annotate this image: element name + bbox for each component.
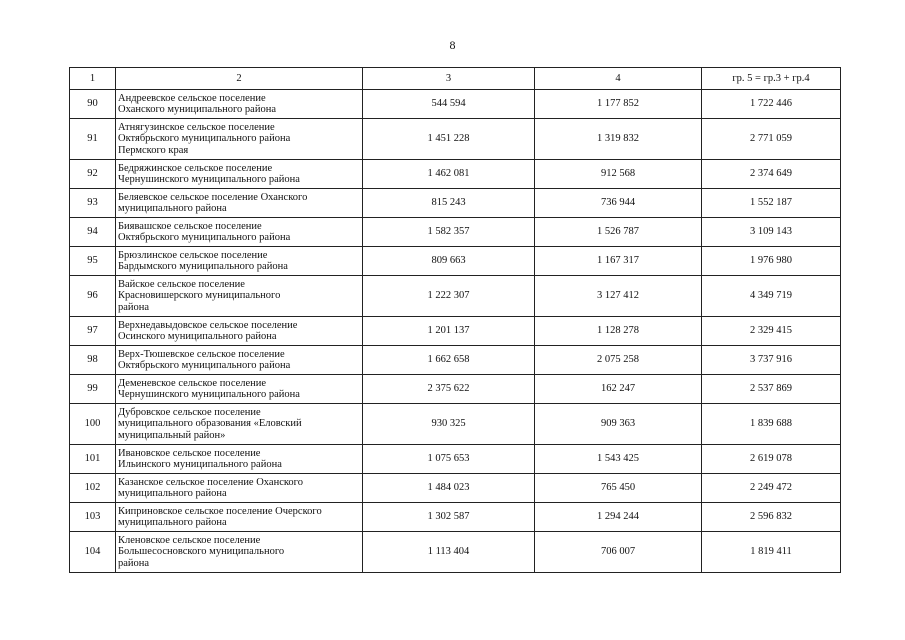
settlement-name-line: района [118,557,150,569]
value-col-5: 1 552 187 [702,189,841,218]
settlement-name [116,532,363,573]
table-row [70,189,841,218]
settlement-name-line: муниципальный район» [118,429,226,441]
value-col-4: 1 526 787 [535,218,702,247]
table-row [70,90,841,119]
value-col-5: 1 839 688 [702,404,841,445]
row-number: 97 [70,317,116,346]
settlement-name-line: Верхнедавыдовское сельское поселение [118,319,298,331]
row-number: 95 [70,247,116,276]
settlement-name-line: Чернушинского муниципального района [118,174,300,185]
settlement-name-line: Андреевское сельское поселение [118,92,266,104]
header-col-2: 2 [116,68,363,90]
value-col-5: 3 737 916 [702,346,841,375]
settlement-name-line: Октябрьского муниципального района [118,360,291,371]
row-number: 101 [70,445,116,474]
settlement-name-line: муниципального образования «Еловский [118,418,302,430]
row-number: 99 [70,375,116,404]
table-row [70,503,841,532]
row-number: 92 [70,160,116,189]
settlement-name-line: Ильинского муниципального района [118,459,282,470]
value-col-4: 1 294 244 [535,503,702,532]
settlement-name-line: Ивановское сельское поселение [118,447,261,459]
value-col-3: 815 243 [363,189,535,218]
settlement-name [116,375,363,404]
value-col-5: 2 596 832 [702,503,841,532]
value-col-3: 2 375 622 [363,375,535,404]
table-body [70,90,841,573]
settlement-name [116,276,363,317]
value-col-5: 2 374 649 [702,160,841,189]
value-col-4: 1 543 425 [535,445,702,474]
settlement-name-line: Беляевское сельское поселение Оханского [118,191,308,203]
value-col-5: 2 771 059 [702,119,841,160]
row-number: 90 [70,90,116,119]
value-col-5: 3 109 143 [702,218,841,247]
settlement-name [116,189,363,218]
row-number: 94 [70,218,116,247]
budget-table [69,67,841,573]
settlement-name-line: Октябрьского муниципального района [118,133,291,145]
settlement-name [116,119,363,160]
settlement-name-line: Вайское сельское поселение [118,278,245,290]
settlement-name [116,160,363,189]
value-col-5: 1 722 446 [702,90,841,119]
value-col-5: 2 537 869 [702,375,841,404]
table-row [70,160,841,189]
settlement-name-line: Бардымского муниципального района [118,261,288,272]
settlement-name-line: Пермского края [118,144,189,156]
row-number: 98 [70,346,116,375]
value-col-4: 1 128 278 [535,317,702,346]
settlement-name [116,474,363,503]
value-col-3: 930 325 [363,404,535,445]
row-number: 103 [70,503,116,532]
value-col-3: 1 075 653 [363,445,535,474]
value-col-5: 2 619 078 [702,445,841,474]
value-col-3: 544 594 [363,90,535,119]
settlement-name [116,445,363,474]
table-row [70,375,841,404]
settlement-name-line: Осинского муниципального района [118,331,277,342]
table-row [70,119,841,160]
value-col-5: 2 249 472 [702,474,841,503]
value-col-4: 706 007 [535,532,702,573]
table-row [70,247,841,276]
value-col-3: 1 451 228 [363,119,535,160]
settlement-name-line: Казанское сельское поселение Оханского [118,476,303,488]
row-number: 104 [70,532,116,573]
settlement-name-line: Октябрьского муниципального района [118,232,291,243]
settlement-name-line: Чернушинского муниципального района [118,389,300,400]
value-col-5: 2 329 415 [702,317,841,346]
settlement-name [116,503,363,532]
value-col-4: 1 177 852 [535,90,702,119]
settlement-name-line: муниципального района [118,203,227,214]
settlement-name-line: Большесосновского муниципального [118,546,285,558]
table-row [70,445,841,474]
table-row [70,474,841,503]
value-col-3: 1 113 404 [363,532,535,573]
header-col-3: 3 [363,68,535,90]
value-col-4: 1 167 317 [535,247,702,276]
settlement-name-line: Красновишерского муниципального [118,290,281,302]
settlement-name-line: Деменевское сельское поселение [118,377,267,389]
header-col-5: гр. 5 = гр.3 + гр.4 [702,68,841,90]
settlement-name [116,218,363,247]
settlement-name-line: Атнягузинское сельское поселение [118,121,275,133]
settlement-name-line: Киприновское сельское поселение Очерского [118,505,322,517]
value-col-4: 765 450 [535,474,702,503]
value-col-3: 1 222 307 [363,276,535,317]
settlement-name [116,346,363,375]
row-number: 91 [70,119,116,160]
settlement-name-line: Кленовское сельское поселение [118,534,261,546]
value-col-4: 736 944 [535,189,702,218]
table-row [70,317,841,346]
table-row [70,532,841,573]
value-col-4: 1 319 832 [535,119,702,160]
settlement-name-line: района [118,301,150,313]
value-col-3: 1 662 658 [363,346,535,375]
table-row [70,276,841,317]
value-col-3: 1 302 587 [363,503,535,532]
row-number: 102 [70,474,116,503]
settlement-name-line: Оханского муниципального района [118,104,276,115]
value-col-4: 162 247 [535,375,702,404]
value-col-3: 1 484 023 [363,474,535,503]
settlement-name-line: Верх-Тюшевское сельское поселение [118,348,285,360]
settlement-name [116,404,363,445]
value-col-5: 4 349 719 [702,276,841,317]
value-col-4: 909 363 [535,404,702,445]
value-col-3: 1 582 357 [363,218,535,247]
page-number: 8 [449,38,456,52]
table-row [70,404,841,445]
value-col-4: 3 127 412 [535,276,702,317]
settlement-name [116,90,363,119]
settlement-name-line: Бедряжинское сельское поселение [118,162,273,174]
value-col-5: 1 976 980 [702,247,841,276]
settlement-name-line: Брюзлинское сельское поселение [118,249,268,261]
value-col-3: 809 663 [363,247,535,276]
header-col-1: 1 [70,68,116,90]
value-col-4: 912 568 [535,160,702,189]
row-number: 93 [70,189,116,218]
header-col-4: 4 [535,68,702,90]
value-col-4: 2 075 258 [535,346,702,375]
settlement-name-line: Дубровское сельское поселение [118,406,261,418]
settlement-name [116,317,363,346]
settlement-name [116,247,363,276]
settlement-name-line: Биявашское сельское поселение [118,220,262,232]
value-col-3: 1 201 137 [363,317,535,346]
row-number: 96 [70,276,116,317]
table-row [70,218,841,247]
table-header-row [70,68,841,90]
settlement-name-line: муниципального района [118,517,227,528]
table-row [70,346,841,375]
value-col-5: 1 819 411 [702,532,841,573]
value-col-3: 1 462 081 [363,160,535,189]
settlement-name-line: муниципального района [118,488,227,499]
row-number: 100 [70,404,116,445]
